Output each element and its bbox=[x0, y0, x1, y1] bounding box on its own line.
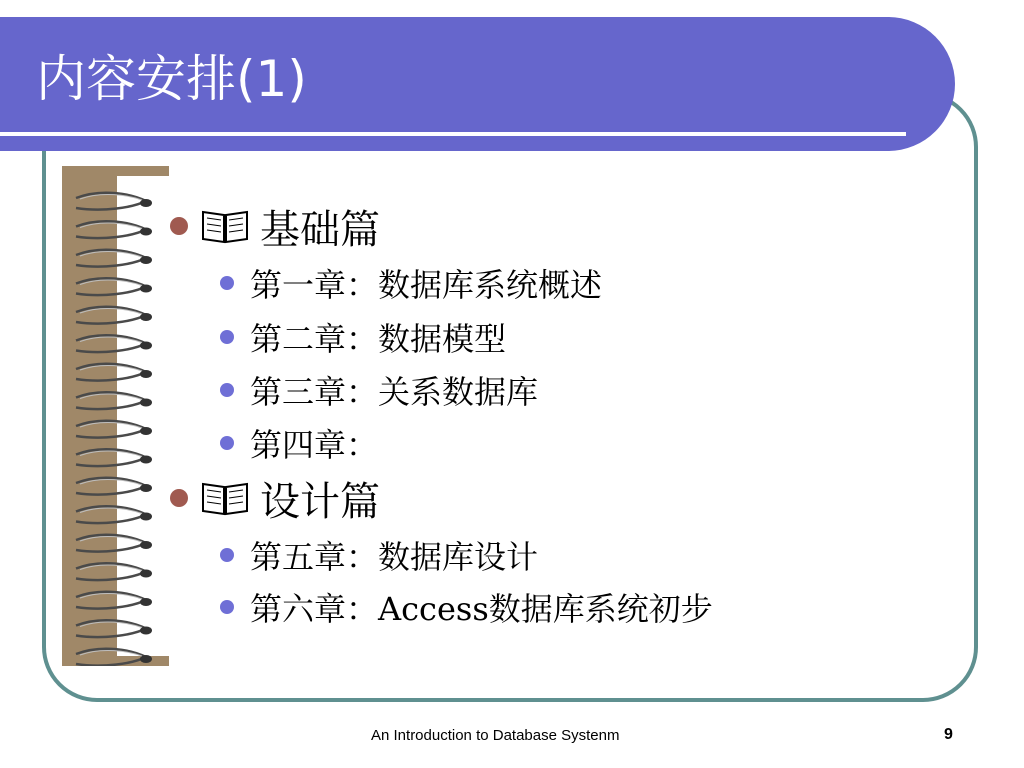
spiral-ring bbox=[76, 535, 152, 552]
list-item bbox=[220, 260, 602, 306]
spiral-ring bbox=[76, 449, 152, 466]
page-number: 9 bbox=[944, 726, 953, 743]
section-label: 设计篇 bbox=[260, 478, 380, 525]
spiral-rings bbox=[62, 166, 169, 666]
spiral-ring bbox=[76, 592, 152, 609]
list-item bbox=[220, 420, 378, 466]
spiral-ring bbox=[76, 392, 152, 409]
spiral-ring bbox=[76, 364, 152, 381]
spiral-ring bbox=[76, 307, 152, 324]
item-bullet bbox=[220, 276, 234, 290]
section-design bbox=[170, 468, 380, 528]
list-item bbox=[220, 584, 713, 630]
chapter-label: 第三章：关系数据库 bbox=[250, 373, 539, 411]
spiral-ring bbox=[76, 221, 152, 238]
spiral-ring bbox=[76, 506, 152, 523]
list-item bbox=[220, 314, 506, 360]
list-item bbox=[220, 367, 538, 413]
section-bullet bbox=[170, 217, 188, 235]
chapter-label: 第六章：Access数据库系统初步 bbox=[250, 590, 713, 628]
chapter-label: 第四章： bbox=[250, 426, 379, 464]
spiral-ring bbox=[76, 250, 152, 267]
item-bullet bbox=[220, 383, 234, 397]
section-bullet bbox=[170, 489, 188, 507]
item-bullet bbox=[220, 548, 234, 562]
spiral-ring bbox=[76, 421, 152, 438]
book-icon bbox=[200, 478, 250, 518]
title-underline bbox=[0, 132, 906, 136]
spiral-ring bbox=[76, 649, 152, 666]
list-item bbox=[220, 532, 538, 578]
spiral-ring bbox=[76, 620, 152, 637]
chapter-label: 第一章：数据库系统概述 bbox=[250, 266, 603, 304]
section-basics bbox=[170, 196, 380, 256]
item-bullet bbox=[220, 330, 234, 344]
spiral-ring bbox=[76, 193, 152, 210]
chapter-label: 第二章：数据模型 bbox=[250, 320, 507, 358]
chapter-label: 第五章：数据库设计 bbox=[250, 538, 539, 576]
item-bullet bbox=[220, 436, 234, 450]
slide-title: 内容安排(1) bbox=[36, 50, 307, 108]
section-label: 基础篇 bbox=[260, 206, 380, 253]
spiral-ring bbox=[76, 335, 152, 352]
spiral-ring bbox=[76, 563, 152, 580]
footer-text: An Introduction to Database Systenm bbox=[371, 727, 620, 744]
item-bullet bbox=[220, 600, 234, 614]
spiral-notebook-decoration bbox=[62, 166, 169, 666]
book-icon bbox=[200, 206, 250, 246]
spiral-ring bbox=[76, 478, 152, 495]
spiral-ring bbox=[76, 278, 152, 295]
